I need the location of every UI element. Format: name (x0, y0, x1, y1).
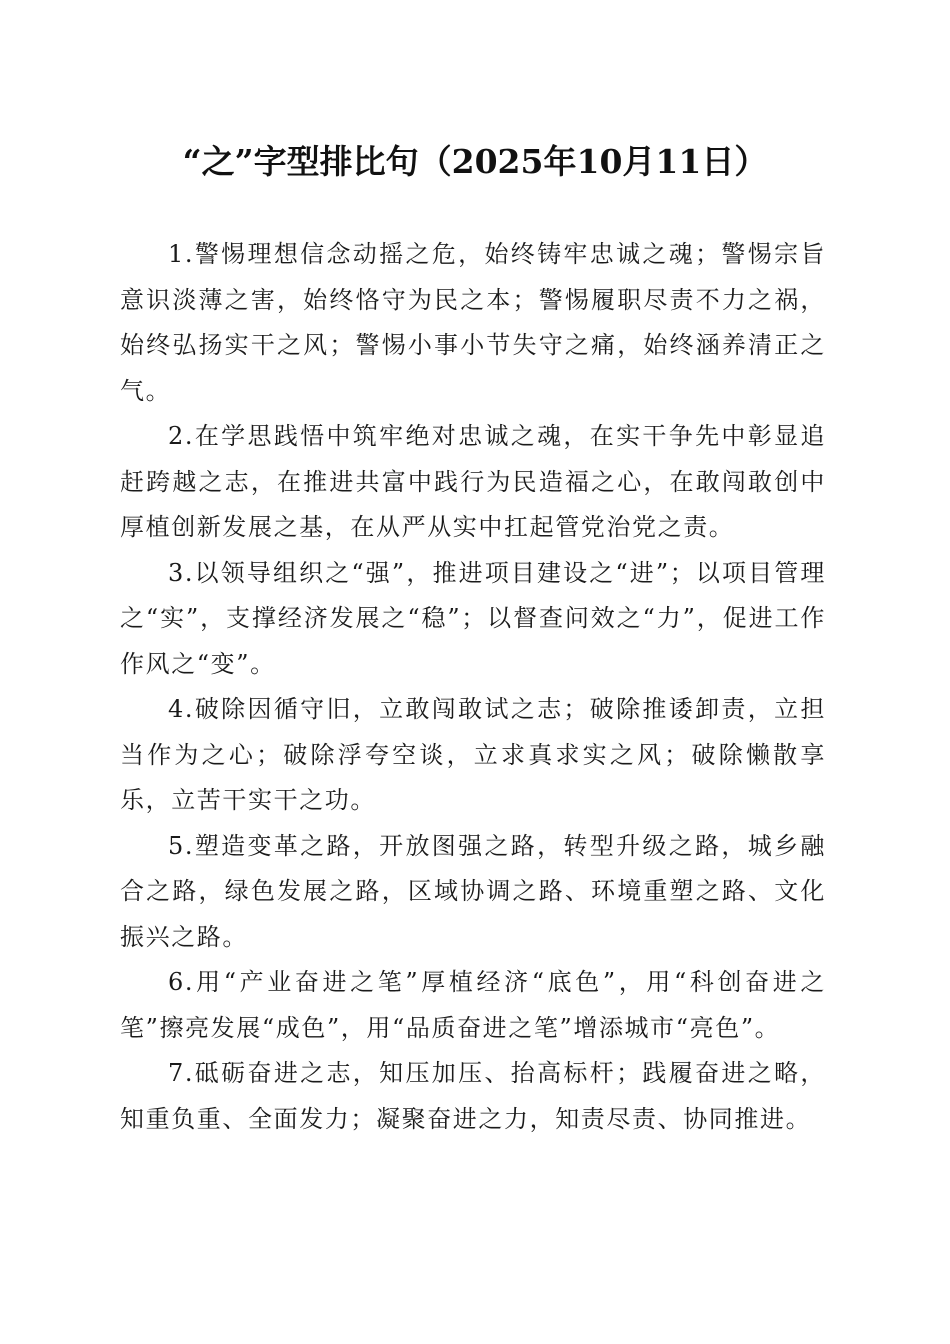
paragraph-7: 7.砥砺奋进之志，知压加压、抬高标杆；践履奋进之略，知重负重、全面发力；凝聚奋进之力，知责尽责、协同推进。 (120, 1059, 826, 1133)
paragraph-6: 6.用“产业奋进之笔”厚植经济“底色”，用“科创奋进之笔”擦亮发展“成色”，用“品质奋进之笔”增添城市“亮色”。 (120, 968, 826, 1042)
document-title: “之”字型排比句（2025年10月11日） (182, 142, 768, 181)
paragraph-1: 1.警惕理想信念动摇之危，始终铸牢忠诚之魂；警惕宗旨意识淡薄之害，始终恪守为民之本；警惕履职尽责不力之祸，始终弘扬实干之风；警惕小事小节失守之痛，始终涵养清正之气。 (120, 240, 826, 405)
paragraph-3: 3.以领导组织之“强”，推进项目建设之“进”；以项目管理之“实”，支撑经济发展之“稳”；以督查问效之“力”，促进工作作风之“变”。 (120, 558, 826, 678)
paragraph-4: 4.破除因循守旧，立敢闯敢试之志；破除推诿卸责，立担当作为之心；破除浮夸空谈，立求真求实之风；破除懒散享乐，立苦干实干之功。 (120, 695, 826, 814)
paragraph-2: 2.在学思践悟中筑牢绝对忠诚之魂，在实干争先中彰显追赶跨越之志，在推进共富中践行为民造福之心，在敢闯敢创中厚植创新发展之基，在从严从实中扛起管党治党之责。 (120, 422, 826, 541)
paragraph-5: 5.塑造变革之路，开放图强之路，转型升级之路，城乡融合之路，绿色发展之路，区域协调之路、环境重塑之路、文化振兴之路。 (120, 831, 826, 951)
document-body (120, 232, 826, 1142)
